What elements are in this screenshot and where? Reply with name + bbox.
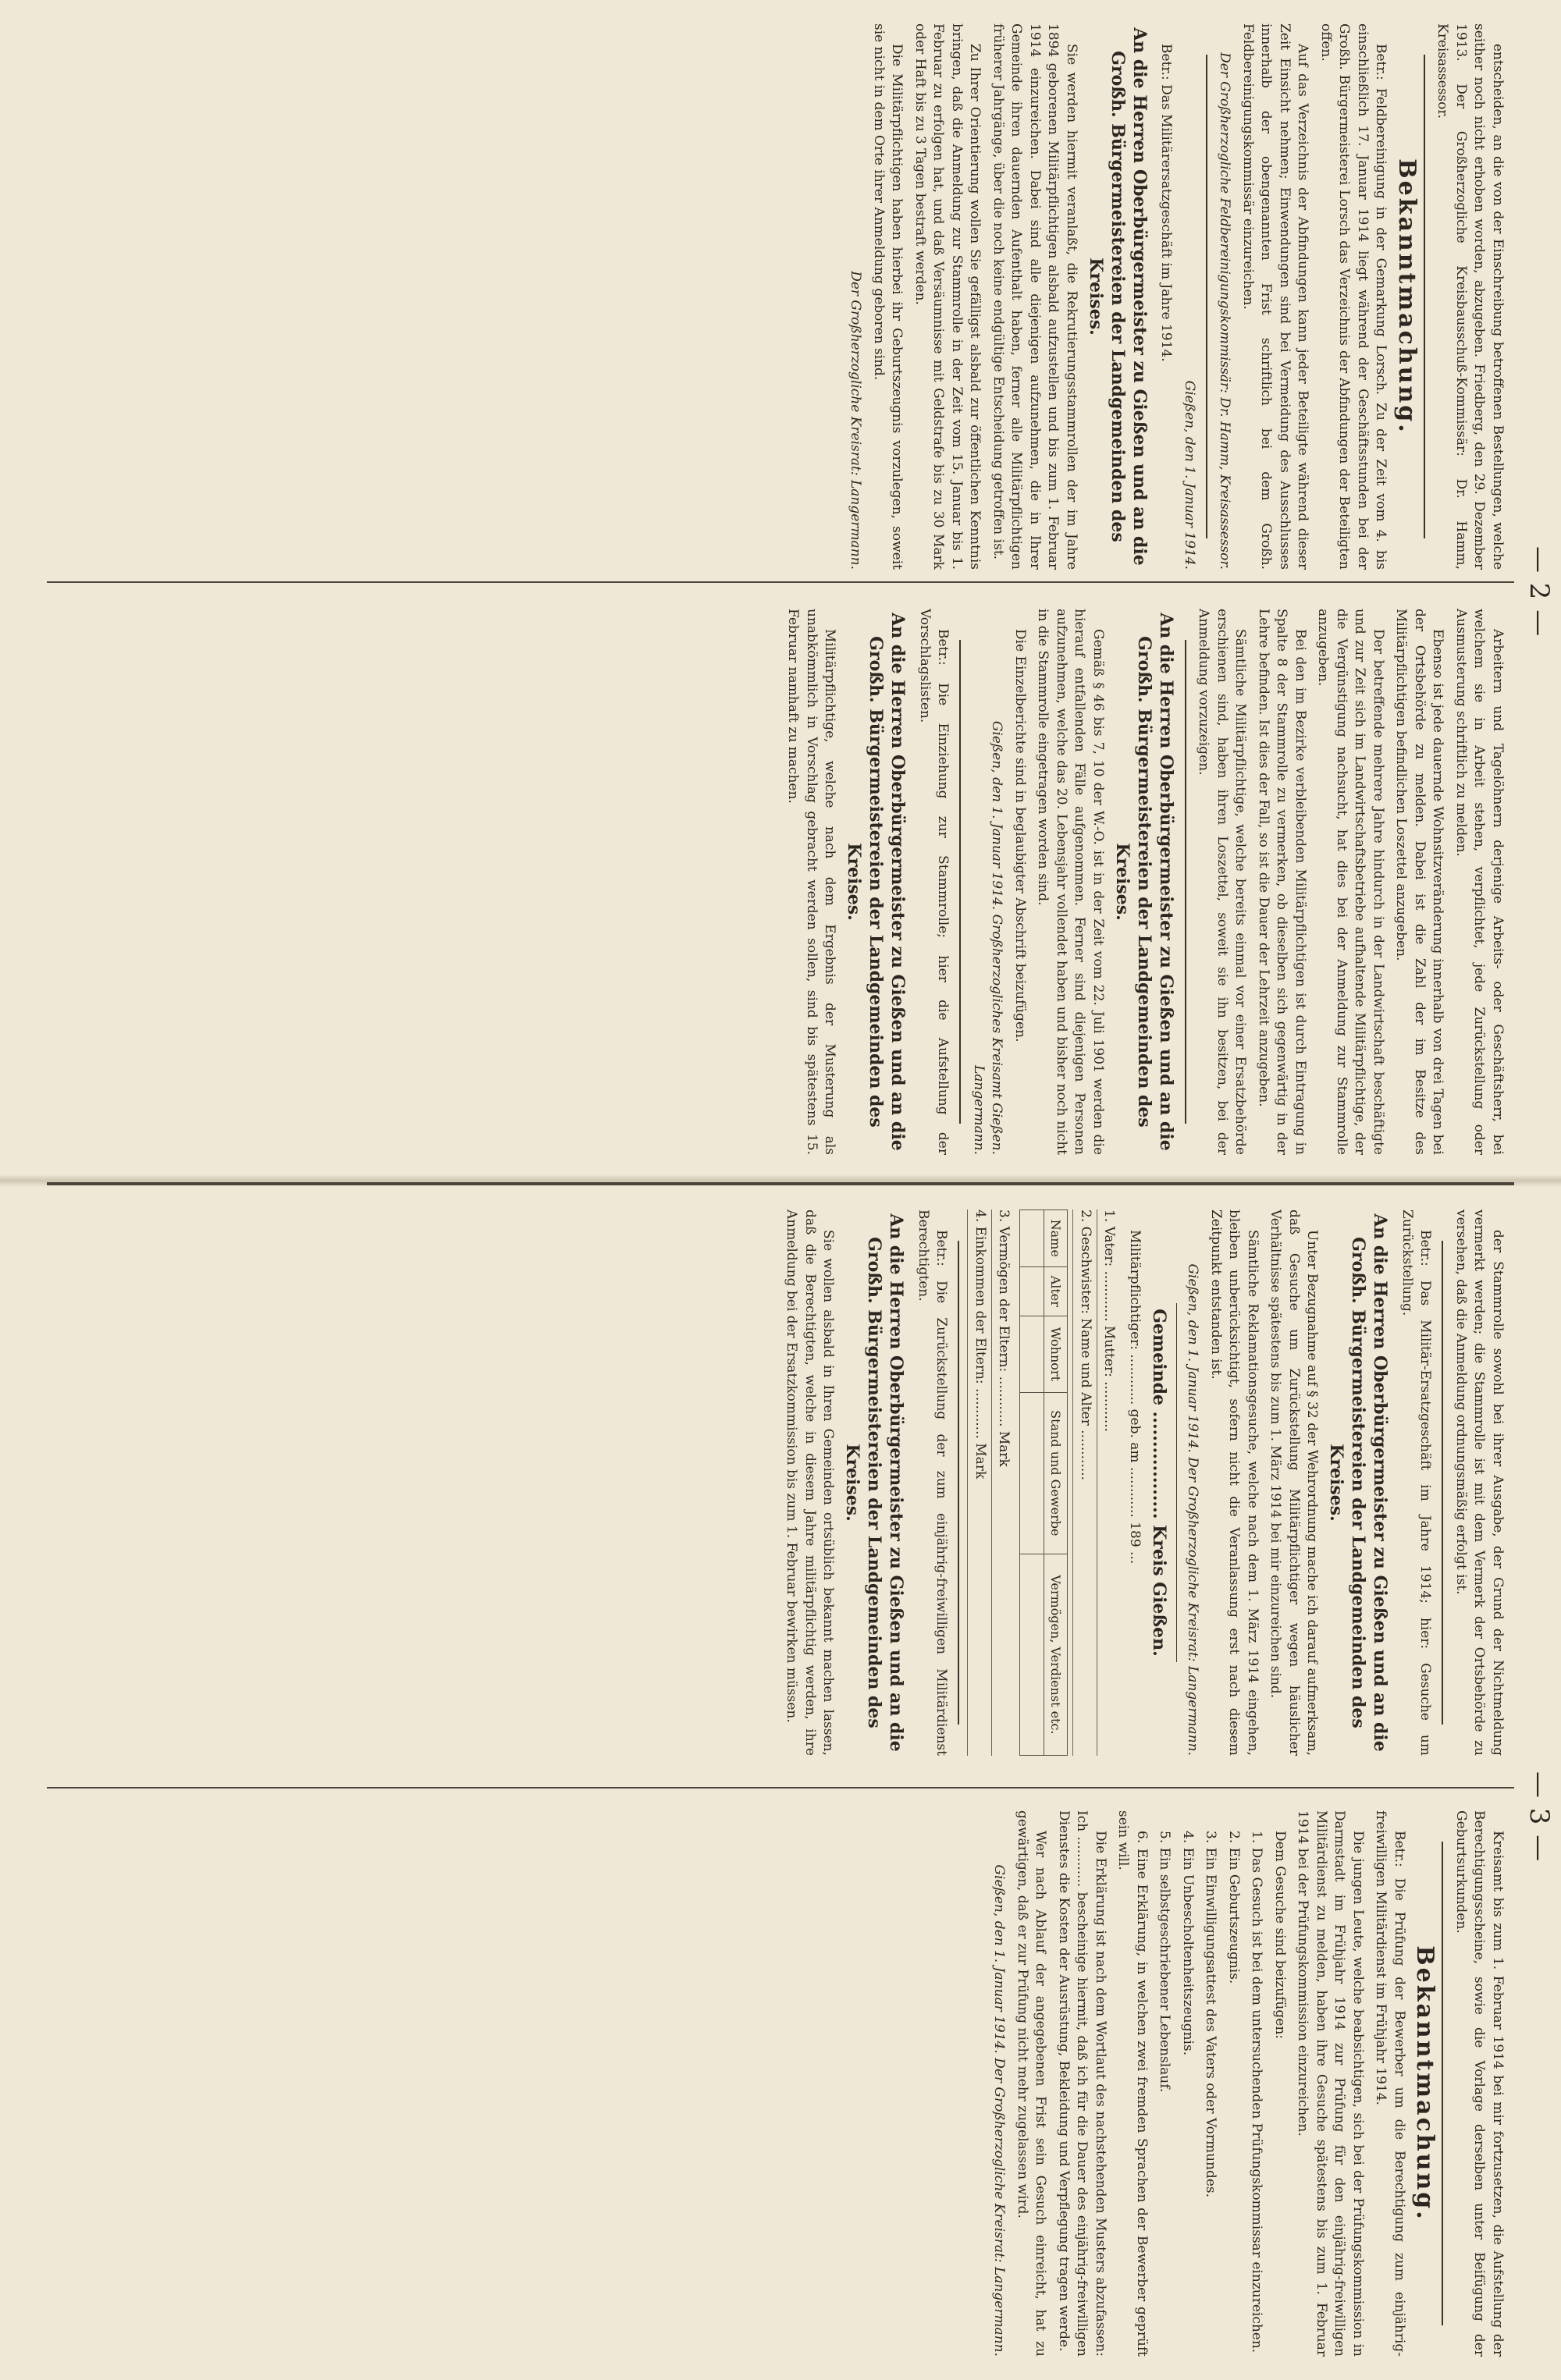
heading: An die Herren Oberbürgermeister zu Gießen und an die Großh. Bürgermeistereien der Landgemeinden des Kreises.: [842, 1213, 907, 1752]
signature: Gießen, den 1. Januar 1914. Der Großherzogliche Kreisrat: Langermann.: [991, 1864, 1008, 2357]
signature: Der Großherzogliche Feldbereinigungskommissär: Dr. Hamm, Kreisassessor.: [1217, 52, 1233, 570]
form-table: [1020, 1210, 1069, 1756]
heading: An die Herren Oberbürgermeister zu Gießen und an die Großh. Bürgermeistereien der Landgemeinden des Kreises.: [1326, 1213, 1391, 1752]
form-row: 2. Geschwister: Name und Alter ............: [1073, 1210, 1097, 1756]
paragraph: Zu Ihrer Orientierung wollen Sie gefälligst alsbald zur öffentlichen Kenntnis bringen, daß die Anmeldung zur Stammrolle in der Zeit vom 15. Januar bis 1. Februar zu erfolgen hat, und daß Versäumnisse mit Geldstrafe bis zu 30 Mark oder Haft bis zu 3 Tagen bestraft werden.: [912, 23, 983, 570]
signature: Gießen, den 1. Januar 1914. Der Großherzogliche Kreisrat: Langermann.: [1185, 1263, 1201, 1756]
paragraph: Betr.: Die Zurückstellung der zum einjährig-freiwilligen Militärdienst Berechtigten.: [916, 1210, 950, 1756]
page-number-left: — 2 —: [1524, 546, 1555, 638]
table-header: Vermögen, Verdienst etc.: [1044, 1554, 1069, 1755]
table-header: Alter: [1044, 1266, 1069, 1316]
paragraph: Betr.: Die Einziehung zur Stammrolle; hier die Aufstellung der Vorschlagslisten.: [917, 609, 951, 1155]
paragraph: Auf das Verzeichnis der Abfindungen kann jeder Beteiligte während dieser Zeit Einsicht nehmen; Einwendungen sind bei Vermeidung des Ausschlusses innerhalb der obengenannten Frist schriftlich bei dem Großh. Feldbereinigungskommissär einzureichen.: [1240, 23, 1311, 570]
heading: Bekanntmachung.: [1411, 1945, 1439, 2222]
dateline: Gießen, den 1. Januar 1914.: [1182, 380, 1197, 570]
divider: [1424, 55, 1425, 538]
heading: An die Herren Oberbürgermeister zu Gießen und an die Großh. Bürgermeistereien der Landgemeinden des Kreises.: [1086, 27, 1150, 566]
page-gutter: [47, 1182, 1514, 1185]
paragraph: Dem Gesuche sind beizufügen:: [1272, 1831, 1288, 2040]
heading: An die Herren Oberbürgermeister zu Gießen und an die Großh. Bürgermeistereien der Landgemeinden des Kreises.: [1112, 613, 1176, 1151]
paragraph: Militärpflichtige, welche nach dem Ergebnis der Musterung als unabkömmlich in Vorschlag gebracht werden sollen, sind bis spätestens 15. Februar namhaft zu machen.: [785, 609, 838, 1155]
table-header: Stand und Gewerbe: [1044, 1392, 1069, 1554]
paragraph: Sämtliche Reklamationsgesuche, welche nach dem 1. März 1914 eingehen, bleiben unberücksichtigt, sofern nicht die Veranlassung erst nach diesem Zeitpunkt entstanden ist.: [1208, 1210, 1261, 1756]
signature: Gießen, den 1. Januar 1914. Großherzogliches Kreisamt Gießen. Langermann.: [971, 720, 1005, 1155]
column-divider: [47, 1787, 1514, 1789]
list-item: 6. Eine Erklärung, in welchen zwei fremden Sprachen der Bewerber geprüft sein will.: [1115, 1810, 1150, 2357]
divider: [1442, 1842, 1444, 2325]
paragraph: Betr.: Die Prüfung der Bewerber um die Berechtigung zum einjährig-freiwilligen Militärdienst im Frühjahr 1914.: [1373, 1810, 1407, 2357]
paragraph: Kreisamt bis zum 1. Februar 1914 bei mir fortzusetzen, die Aufstellung der Berechtigungsscheine, sowie die Vorlage derselben unter Beifügung der Geburtsurkunden.: [1453, 1810, 1506, 2357]
divider: [1206, 55, 1207, 538]
paragraph: Arbeitern und Tagelöhnern derjenige Arbeits- oder Geschäftsherr, bei welchem sie in Arbeit stehen, verpflichtet, jede Zurückstellung oder Ausmusterung schriftlich zu melden.: [1453, 609, 1506, 1155]
paragraph: Ebenso ist jede dauernde Wohnsitzveränderung innerhalb von drei Tagen bei der Ortsbehörde zu melden. Dabei ist die Zahl der im Besitze des Militärpflichtigen befindlichen Loszettel anzugeben.: [1393, 609, 1446, 1155]
paragraph: entscheiden, an die von der Einschreibung betroffenen Bestellungen, welche seither noch nicht erhoben worden, abzugeben. Friedberg, den 29. Dezember 1913. Der Großherzogliche Kreisbausschuß-Kommissär: Dr. Hamm, Kreisassessor.: [1435, 23, 1506, 570]
paragraph: Betr.: Das Militär-Ersatzgeschäft im Jahre 1914; hier: Gesuche um Zurückstellung.: [1399, 1210, 1434, 1756]
list-item: 2. Ein Geburtszeugnis.: [1226, 1831, 1242, 1984]
paragraph: der Stammrolle sowohl bei ihrer Ausgabe, der Grund der Nichtmeldung vermerkt werden; die Stammrolle ist mit dem Vermerk der Ortsbehörde zu versehen, daß die Anmeldung ordnungsmäßig erfolgt ist.: [1453, 1210, 1506, 1756]
paragraph: Betr.: Das Militärersatzgeschäft im Jahre 1914.: [1158, 44, 1175, 362]
divider: [1442, 1241, 1444, 1725]
paragraph: Sie werden hiermit veranlaßt, die Rekrutierungsstammrollen der im Jahre 1894 geborenen Militärpflichtigen alsbald aufzustellen und bis zum 1. Februar 1914 einzureichen. Dabei sind alle diejenigen aufzunehmen, die in Ihrer Gemeinde ihren dauernden Aufenthalt haben, ferner alle Militärpflichtigen früherer Jahrgänge, über die noch keine endgültige Entscheidung getroffen ist.: [990, 23, 1079, 570]
paragraph: Betr.: Feldbereinigung in der Gemarkung Lorsch. Zu der Zeit vom 4. bis einschließlich 17. Januar 1914 liegt während der Geschäftsstunden bei der Großh. Bürgermeisterei Lorsch das Verzeichnis der Abfindungen der Beteiligten offen.: [1318, 23, 1389, 570]
paragraph: Der betreffende mehrere Jahre hindurch in der Landwirtschaft beschäftigte und zur Zeit sich im Landwirtschaftsbetriebe aufhaltende Militärpflichtige, der die Vergünstigung nachsucht, hat dies bei der Anmeldung zur Stammrolle anzugeben.: [1315, 609, 1386, 1155]
column-3: [777, 1210, 1506, 1756]
table-header: Name: [1044, 1210, 1069, 1267]
heading: An die Herren Oberbürgermeister zu Gießen und an die Großh. Bürgermeistereien der Landgemeinden des Kreises.: [844, 613, 909, 1151]
form-row: 1. Vater: ............ Mutter: ............: [1097, 1210, 1121, 1756]
heading: Bekanntmachung.: [1393, 158, 1421, 435]
paragraph: Die jungen Leute, welche beabsichtigen, sich bei der Prüfungskommission in Darmstadt im Frühjahr 1914 zur Prüfung für den einjährig-freiwilligen Militärdienst zu melden, haben ihre Gesuche spätestens bis zum 1. Februar 1914 bei der Prüfungskommission einzureichen.: [1295, 1810, 1366, 2357]
paragraph: Die Militärpflichtigen haben hierbei ihr Geburtszeugnis vorzulegen, soweit sie nicht in dem Orte ihrer Anmeldung geboren sind.: [871, 23, 905, 570]
column-1: [841, 23, 1506, 570]
form-row: 4. Einkommen der Eltern: ............ Mark: [968, 1210, 992, 1756]
list-item: 4. Ein Unbescholtenheitszeugnis.: [1180, 1831, 1196, 2056]
table-header: Wohnort: [1044, 1316, 1069, 1392]
list-item: 5. Ein selbstgeschriebener Lebenslauf.: [1157, 1831, 1173, 2093]
paragraph: Sämtliche Militärpflichtige, welche bereits einmal vor einer Ersatzbehörde erschienen sind, haben ihren Loszettel, soweit sie ihn besitzen, bei der Anmeldung vorzuzeigen.: [1196, 609, 1249, 1155]
paragraph: Die Einzelberichte sind in beglaubigter Abschrift beizufügen.: [1012, 629, 1028, 1043]
list-item: 1. Das Gesuch ist bei dem untersuchenden Prüfungskommissar einzureichen.: [1249, 1831, 1265, 2353]
paragraph: Die Erklärung ist nach dem Wortlaut des nachstehenden Musters abzufassen: Ich ............ bescheinige hiermit, daß ich für die Dauer des einjährig-freiwilligen Dienstes die Kosten der Ausrüstung, Bekleidung und Verpflegung tragen werde.: [1056, 1810, 1108, 2357]
list-item: 3. Ein Einwilligungsattest des Vaters oder Vormundes.: [1203, 1831, 1219, 2198]
signature: Der Großherzogliche Kreisrat: Langermann.: [848, 271, 864, 570]
paragraph: Wer nach Ablauf der angegebenen Frist sein Gesuch einreicht, hat zu gewärtigen, daß er zur Prüfung nicht mehr zugelassen wird.: [1015, 1810, 1049, 2357]
divider: [958, 1241, 960, 1725]
column-divider: [47, 581, 1514, 583]
column-2: [779, 609, 1506, 1155]
divider: [1176, 1303, 1177, 1662]
divider: [960, 640, 962, 1124]
paragraph: Unter Bezugnahme auf § 32 der Wehrordnung mache ich darauf aufmerksam, daß Gesuche um Zurückstellung Militärpflichtiger wegen häuslicher Verhältnisse spätestens bis zum 1. März 1914 bei mir einzureichen sind.: [1268, 1210, 1321, 1756]
page-number-right: — 3 —: [1524, 1771, 1555, 1863]
divider: [1185, 640, 1186, 1124]
form-title: Gemeinde .................. Kreis Gießen.: [1149, 1309, 1169, 1657]
form-subtitle: Militärpflichtiger: ............ geb. am ............ 189 ...: [1127, 1230, 1143, 1565]
paragraph: Gemäß § 46 bis 7, 10 der W.-O. ist in der Zeit vom 22. Juli 1901 werden die hierauf entfallenden Fälle aufgenommen. Ferner sind diejenigen Personen aufzunehmen, welche das 20. Lebensjahr vollendet haben und bisher noch nicht in die Stammrolle eingetragen worden sind.: [1035, 609, 1106, 1155]
column-4: [985, 1810, 1506, 2357]
paragraph: Bei den im Bezirke verbleibenden Militärpflichtigen ist durch Eintragung in Spalte 8 der Stammrolle zu vermerken, ob dieselben sich gegenwärtig in der Lehre befinden. Ist dies der Fall, so ist die Dauer der Lehrzeit anzugeben.: [1256, 609, 1308, 1155]
paragraph: Sie wollen alsbald in Ihren Gemeinden ortsüblich bekannt machen lassen, daß die Berechtigten, welche in diesem Jahre militärpflichtig werden, ihre Anmeldung bei der Ersatzkommission bis zum 1. Februar bewirken müssen.: [784, 1210, 837, 1756]
form-row: 3. Vermögen der Eltern: ............ Mark: [991, 1210, 1015, 1756]
